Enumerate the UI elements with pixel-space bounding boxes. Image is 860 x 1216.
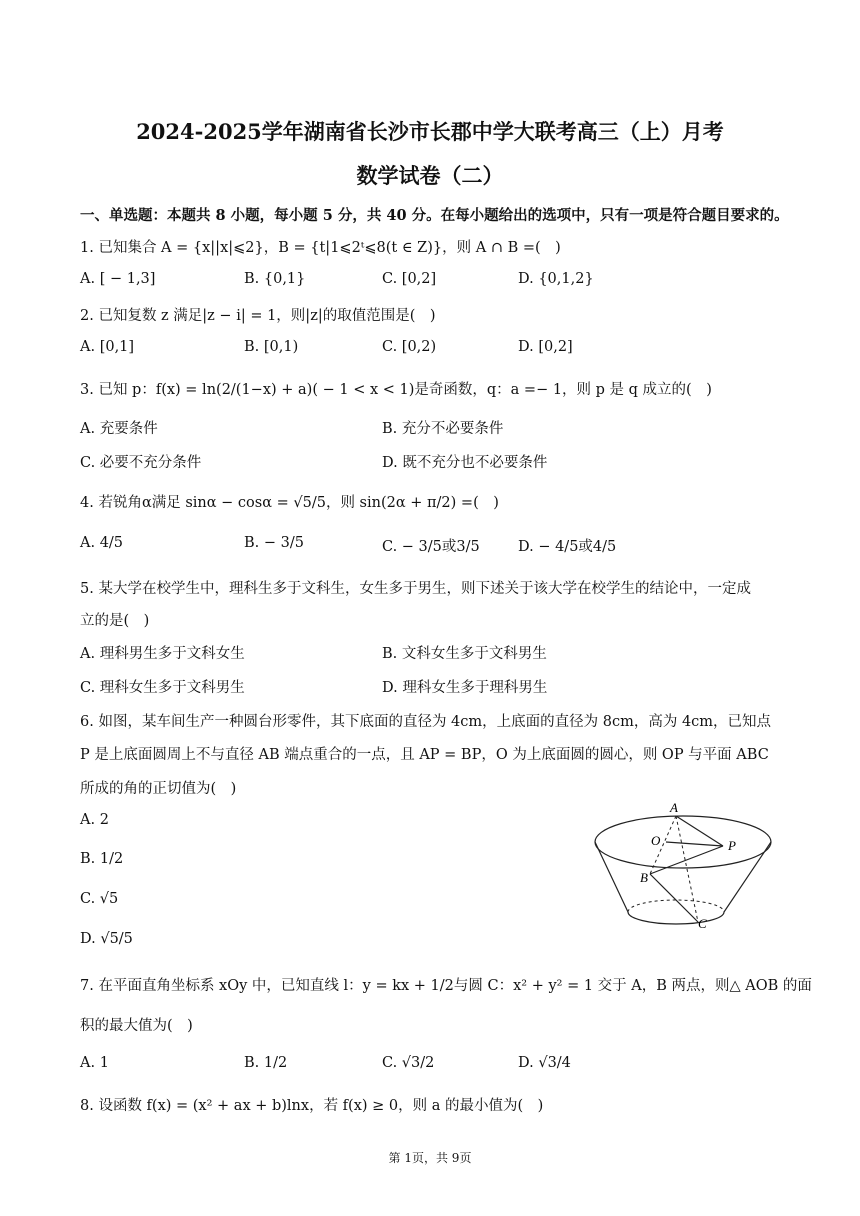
q4-option-d: D. − 4/5或4/5	[518, 539, 617, 555]
q4-option-a: A. 4/5	[80, 535, 124, 551]
section-heading: 一、单选题：本题共 8 小题，每小题 5 分，共 40 分。在每小题给出的选项中，只有一项是符合题目要求的。	[80, 207, 789, 224]
q2-option-d: D. [0,2]	[518, 339, 573, 355]
q1-stem: 1. 已知集合 A = {x||x|⩽2}，B = {t|1⩽2ᵗ⩽8(t ∈ Z)}，则 A ∩ B =( )	[80, 240, 561, 256]
q3-option-c: C. 必要不充分条件	[80, 455, 202, 471]
q5-option-c: C. 理科女生多于文科男生	[80, 680, 245, 696]
q5-option-b: B. 文科女生多于文科男生	[382, 646, 547, 662]
q6-stem-line3: 所成的角的正切值为( )	[80, 781, 237, 797]
q7-option-b: B. 1/2	[244, 1055, 288, 1071]
q3-stem: 3. 已知 p：f(x) = ln(2/(1−x) + a)( − 1 < x < 1)是奇函数，q：a =− 1，则 p 是 q 成立的( )	[80, 382, 712, 398]
q2-option-b: B. [0,1)	[244, 339, 299, 355]
segment-AC	[676, 816, 698, 922]
q4-option-c: C. − 3/5或3/5	[382, 539, 480, 555]
q5-stem-line2: 立的是( )	[80, 613, 150, 629]
segment-OP	[666, 842, 723, 846]
q7-option-a: A. 1	[80, 1055, 109, 1071]
q3-option-d: D. 既不充分也不必要条件	[382, 455, 548, 471]
segment-BC	[650, 874, 698, 922]
top-base-ellipse	[595, 816, 771, 868]
q5-option-d: D. 理科女生多于理科男生	[382, 680, 548, 696]
q7-option-c: C. √3/2	[382, 1055, 435, 1071]
q5-option-a: A. 理科男生多于文科女生	[80, 646, 245, 662]
q2-option-a: A. [0,1]	[80, 339, 135, 355]
q6-stem-line2: P 是上底面圆周上不与直径 AB 端点重合的一点，且 AP = BP，O 为上底面圆的圆心，则 OP 与平面 ABC	[80, 747, 769, 763]
label-A: A	[670, 800, 678, 815]
paper-title-line1: 2024-2025学年湖南省长沙市长郡中学大联考高三（上）月考	[136, 119, 724, 144]
q6-stem-line1: 6. 如图，某车间生产一种圆台形零件，其下底面的直径为 4cm，上底面的直径为 8cm，高为 4cm，已知点	[80, 714, 772, 730]
paper-title-line2: 数学试卷（二）	[356, 163, 504, 188]
bottom-base-front	[628, 912, 724, 924]
label-O: O	[651, 833, 661, 848]
bottom-base-back	[628, 900, 724, 912]
frustum-figure	[588, 800, 778, 935]
label-B: B	[640, 870, 648, 885]
q3-option-b: B. 充分不必要条件	[382, 421, 504, 437]
q4-stem: 4. 若锐角α满足 sinα − cosα = √5/5，则 sin(2α + π/2) =( )	[80, 495, 499, 511]
label-P: P	[728, 838, 736, 853]
q6-option-b: B. 1/2	[80, 851, 124, 867]
q7-option-d: D. √3/4	[518, 1055, 571, 1071]
left-generatrix	[595, 842, 628, 912]
q2-option-c: C. [0,2)	[382, 339, 437, 355]
q6-option-a: A. 2	[80, 812, 109, 828]
q5-stem-line1: 5. 某大学在校学生中，理科生多于文科生，女生多于男生，则下述关于该大学在校学生的结论中，一定成	[80, 581, 751, 597]
q7-stem-line2: 积的最大值为( )	[80, 1018, 193, 1034]
q2-stem: 2. 已知复数 z 满足|z − i| = 1，则|z|的取值范围是( )	[80, 308, 436, 324]
segment-AP	[676, 816, 723, 846]
page-footer: 第 1页，共 9页	[388, 1151, 472, 1165]
q6-option-d: D. √5/5	[80, 931, 133, 947]
q1-option-b: B. {0,1}	[244, 271, 306, 287]
label-C: C	[698, 916, 707, 931]
q1-option-a: A. [ − 1,3]	[80, 271, 156, 287]
q1-option-c: C. [0,2]	[382, 271, 437, 287]
q3-option-a: A. 充要条件	[80, 421, 158, 437]
q4-option-b: B. − 3/5	[244, 535, 304, 551]
q8-stem: 8. 设函数 f(x) = (x² + ax + b)lnx，若 f(x) ≥ 0，则 a 的最小值为( )	[80, 1098, 544, 1114]
q1-option-d: D. {0,1,2}	[518, 271, 594, 287]
q7-stem-line1: 7. 在平面直角坐标系 xOy 中，已知直线 l：y = kx + 1/2与圆 C：x² + y² = 1 交于 A，B 两点，则△ AOB 的面	[80, 978, 812, 994]
q6-option-c: C. √5	[80, 891, 119, 907]
